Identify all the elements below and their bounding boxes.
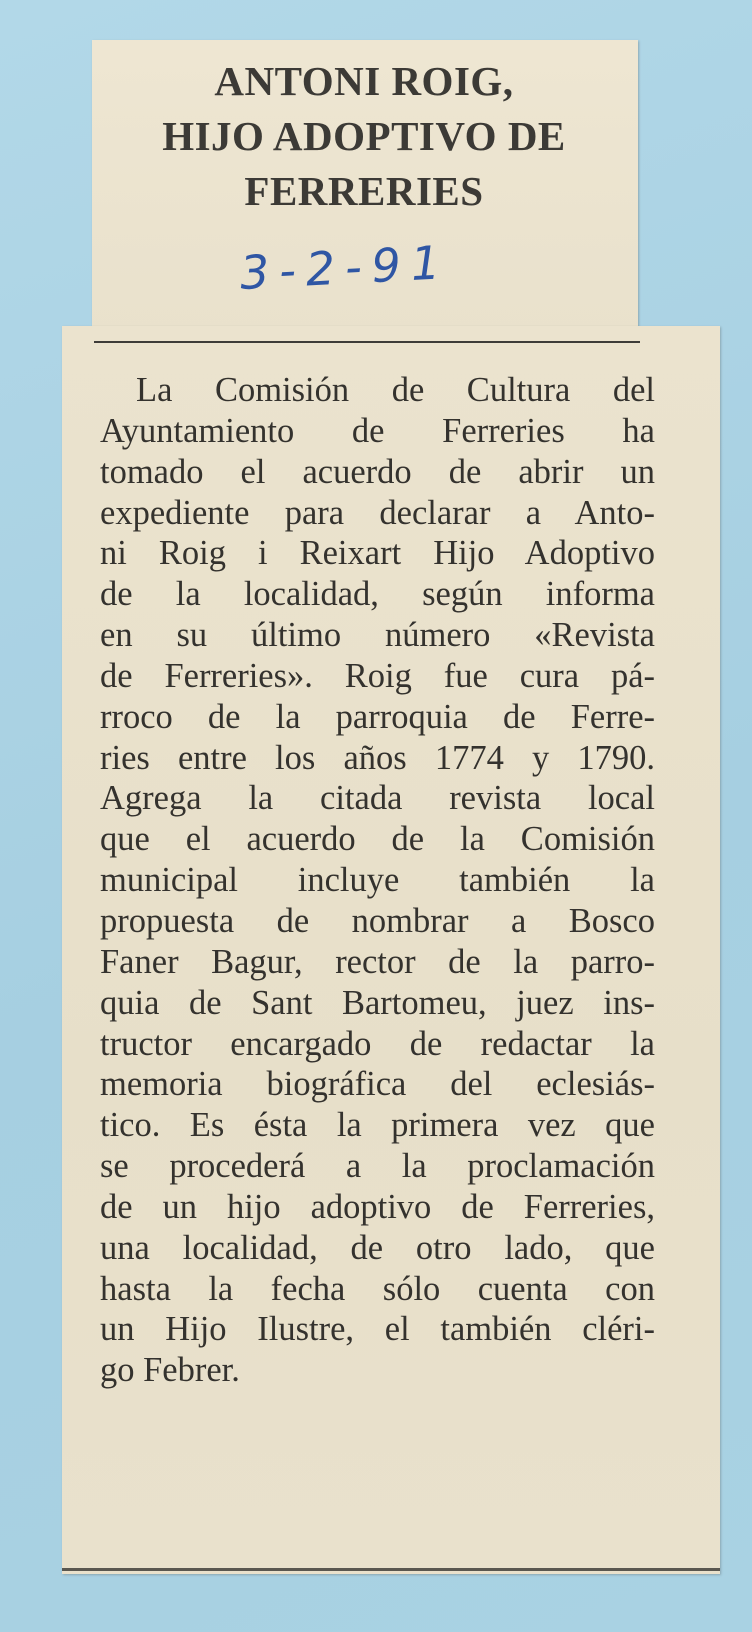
article-line: tructor encargado de redactar la — [100, 1024, 655, 1063]
article-line: de un hijo adoptivo de Ferreries, — [100, 1187, 655, 1226]
bottom-rule — [62, 1568, 720, 1571]
article-line: memoria biográfica del eclesiás- — [100, 1065, 655, 1104]
article-line: se procederá a la proclamación — [100, 1147, 655, 1186]
article-line: Agrega la citada revista local — [100, 779, 655, 818]
article-line: ni Roig i Reixart Hijo Adoptivo — [100, 534, 655, 573]
article-line: propuesta de nombrar a Bosco — [100, 901, 655, 940]
article-line: de la localidad, según informa — [100, 575, 655, 614]
article-line: quia de Sant Bartomeu, juez ins- — [100, 983, 655, 1022]
article-line: tico. Es ésta la primera vez que — [100, 1106, 655, 1145]
headline-rule — [94, 341, 640, 343]
article-line: tomado el acuerdo de abrir un — [100, 452, 655, 491]
headline-line: FERRERIES — [244, 168, 484, 214]
article-line: Ayuntamiento de Ferreries ha — [100, 411, 655, 450]
article-line: de Ferreries». Roig fue cura pá- — [100, 656, 655, 695]
article-line: hasta la fecha sólo cuenta con — [100, 1269, 655, 1308]
headline-line: ANTONI ROIG, — [214, 58, 514, 104]
article-line: La Comisión de Cultura del — [136, 371, 655, 409]
article-body — [100, 370, 655, 1391]
article-line: un Hijo Ilustre, el también cléri- — [100, 1310, 655, 1349]
article-line: ries entre los años 1774 y 1790. — [100, 738, 655, 777]
article-line: go Febrer. — [100, 1351, 240, 1390]
handwritten-date: 3-2-91 — [238, 235, 452, 300]
article-line: expediente para declarar a Anto- — [100, 493, 655, 532]
article-line: que el acuerdo de la Comisión — [100, 820, 655, 859]
article-line: en su último número «Revista — [100, 616, 655, 655]
headline — [96, 54, 632, 219]
article-line: rroco de la parroquia de Ferre- — [100, 697, 655, 736]
article-line: municipal incluye también la — [100, 861, 655, 900]
headline-line: HIJO ADOPTIVO DE — [162, 113, 566, 159]
article-line: Faner Bagur, rector de la parro- — [100, 942, 655, 981]
article-line: una localidad, de otro lado, que — [100, 1228, 655, 1267]
